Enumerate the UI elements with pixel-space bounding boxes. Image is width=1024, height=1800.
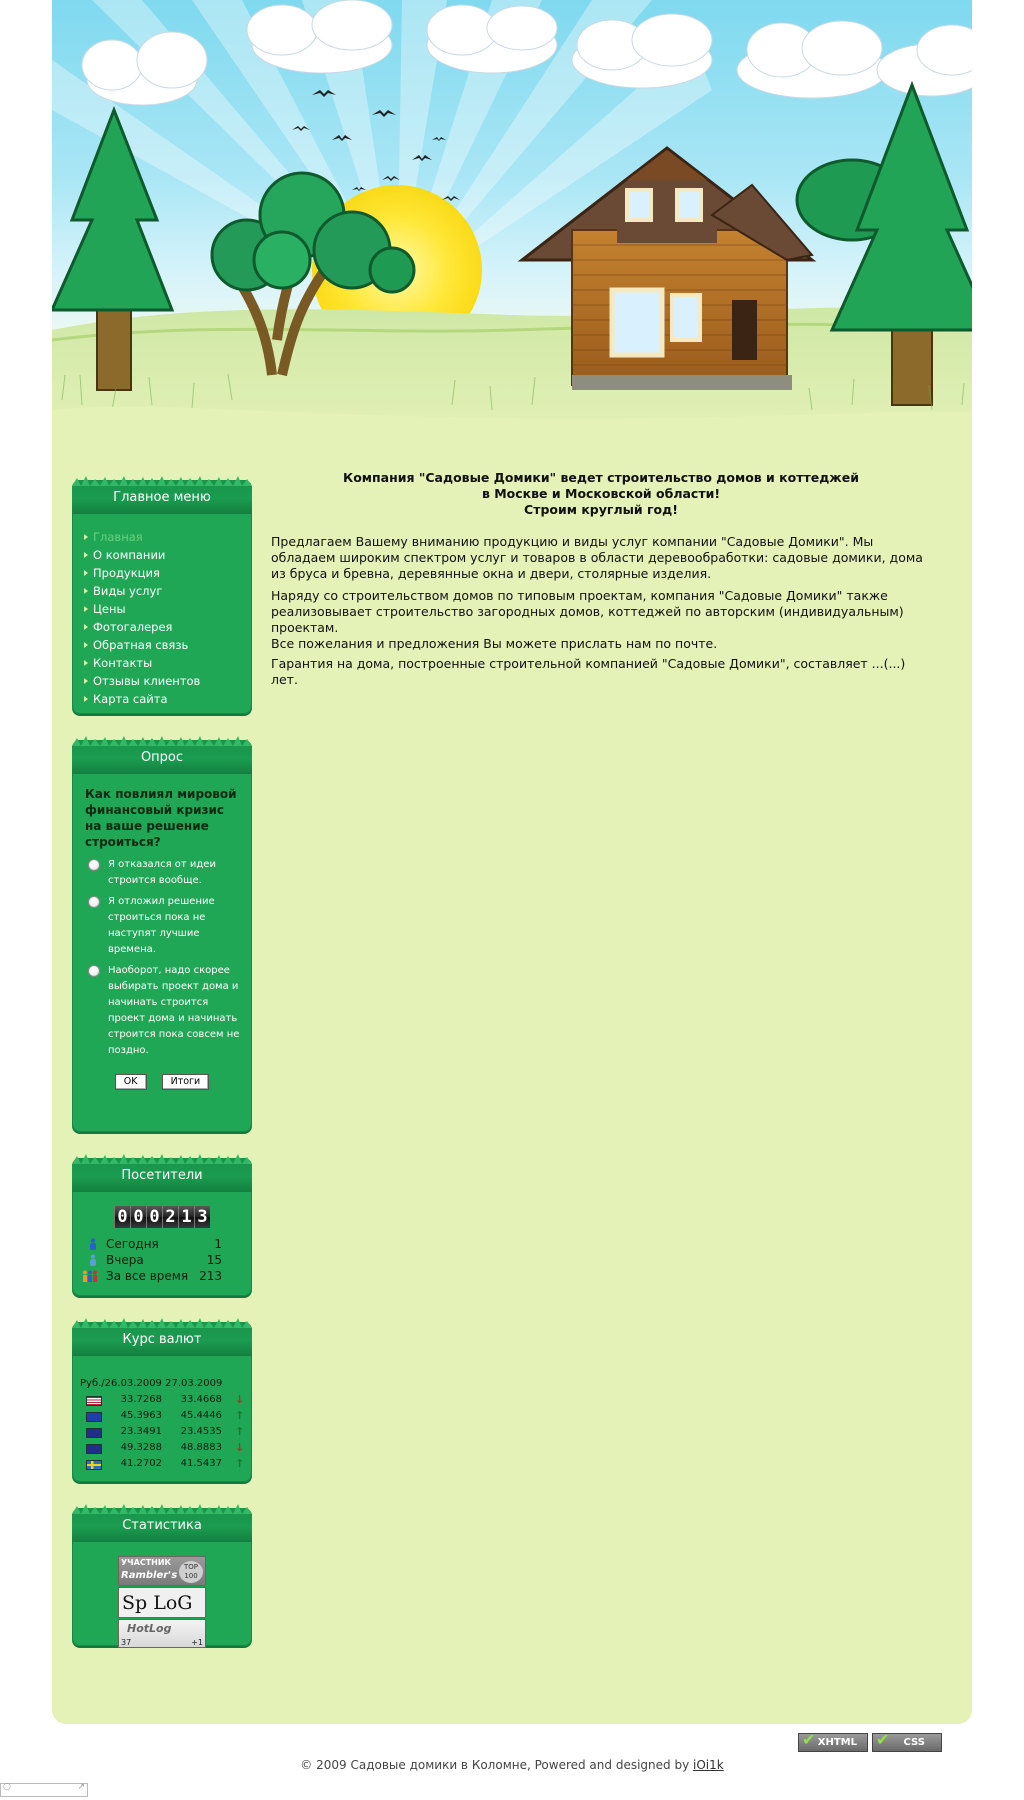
menu-item-sitemap[interactable]: Карта сайта xyxy=(84,690,252,708)
cloud-icon xyxy=(737,21,887,98)
radio-button[interactable] xyxy=(88,859,100,871)
poll-ok-button[interactable]: OK xyxy=(115,1074,147,1090)
menu-item-prices[interactable]: Цены xyxy=(84,600,252,618)
poll-title xyxy=(72,740,252,774)
group-icon xyxy=(82,1270,98,1282)
poll-block xyxy=(72,740,252,1132)
visitors-title xyxy=(72,1158,252,1192)
poll-option[interactable]: Наоборот, надо скорее выбирать проект дома и начинать строится проект дома и начинать строится пока совсем не поздно. xyxy=(72,963,252,1059)
counter-digit: 1 xyxy=(178,1206,194,1228)
rambler-top100-badge[interactable]: УЧАСТНИК Rambler's TOP 100 xyxy=(118,1556,206,1586)
paragraph-intro: Предлагаем Вашему вниманию продукцию и виды услуг компании "Садовые Домики". Мы обладаем широким спектром услуг и товаров в области деревообработки: садовые домики, дома из бруса и бревна, деревянные окна и двери, столярные изделия. xyxy=(271,534,923,581)
usa-flag-icon xyxy=(86,1396,102,1406)
menu-item-contacts[interactable]: Контакты xyxy=(84,654,252,672)
poll-results-button[interactable]: Итоги xyxy=(162,1074,210,1090)
rate-previous: 33.7268 xyxy=(120,1394,162,1405)
currency-header: Руб./26.03.2009 27.03.2009 xyxy=(80,1378,223,1389)
arrow-down-icon: ↓ xyxy=(235,1393,245,1406)
stat-counters xyxy=(72,1542,252,1663)
main-content xyxy=(271,470,931,692)
spylog-badge[interactable]: Sp LoG xyxy=(118,1587,206,1618)
counter-digit: 0 xyxy=(146,1206,162,1228)
rate-previous: 23.3491 xyxy=(120,1426,162,1437)
visitor-stats xyxy=(72,1228,252,1294)
currency-row xyxy=(80,1392,252,1408)
visitors-yesterday-row: Вчера 15 xyxy=(88,1252,252,1268)
poll-option[interactable]: Я отказался от идеи строится вообще. xyxy=(72,857,252,889)
person-icon xyxy=(88,1254,98,1266)
hotlog-badge[interactable]: HotLog 37 +1 xyxy=(118,1619,206,1648)
statistics-heading: Статистика xyxy=(122,1518,202,1533)
footer-copyright: © 2009 Садовые домики в Коломне, Powered and designed by iOi1k xyxy=(300,1758,724,1772)
visitors-today-row: Сегодня 1 xyxy=(88,1236,252,1252)
xhtml-valid-badge[interactable]: ✔ XHTML xyxy=(798,1733,868,1752)
menu-item-gallery[interactable]: Фотогалерея xyxy=(84,618,252,636)
paragraph-projects: Наряду со строительством домов по типовым проектам, компания "Садовые Домики" также реализовывает строительство загородных домов, коттеджей по авторским (индивидуальным) проектам. xyxy=(271,588,904,635)
rate-current: 45.4446 xyxy=(180,1410,222,1421)
main-menu-heading: Главное меню xyxy=(113,490,211,505)
currency-row xyxy=(80,1456,252,1472)
paragraph-contact: Все пожелания и предложения Вы можете прислать нам по почте. xyxy=(271,636,718,651)
grass-decoration xyxy=(72,1152,252,1164)
uk-flag-icon xyxy=(86,1444,102,1454)
eu-flag-icon xyxy=(86,1412,102,1422)
grass-decoration xyxy=(72,474,252,486)
cloud-icon xyxy=(247,0,392,73)
visitors-heading: Посетители xyxy=(121,1168,203,1183)
radio-button[interactable] xyxy=(88,896,100,908)
checkmark-icon: ✔ xyxy=(802,1730,816,1749)
rate-previous: 41.2702 xyxy=(120,1458,162,1469)
arrow-up-icon: ↑ xyxy=(235,1409,245,1422)
menu-item-home[interactable]: Главная xyxy=(84,528,252,546)
radio-button[interactable] xyxy=(88,965,100,977)
menu-item-about[interactable]: О компании xyxy=(84,546,252,564)
currency-row xyxy=(80,1424,252,1440)
rate-current: 41.5437 xyxy=(180,1458,222,1469)
main-menu-block xyxy=(72,480,252,714)
arrow-up-icon: ↑ xyxy=(235,1457,245,1470)
main-menu-title xyxy=(72,480,252,514)
header-banner xyxy=(52,0,972,440)
counter-widget[interactable] xyxy=(0,1783,88,1797)
menu-item-feedback[interactable]: Обратная связь xyxy=(84,636,252,654)
cloud-icon xyxy=(82,32,207,105)
poll-question: Как повлиял мировой финансовый кризис на ваше решение строиться? xyxy=(85,787,237,849)
corner-icon: ○ xyxy=(3,1782,11,1792)
poll-buttons xyxy=(72,1059,252,1104)
rate-current: 23.4535 xyxy=(180,1426,222,1437)
currency-row xyxy=(80,1408,252,1424)
australia-flag-icon xyxy=(86,1428,102,1438)
cloud-icon xyxy=(877,25,972,96)
currency-heading: Курс валют xyxy=(122,1332,202,1347)
poll-heading: Опрос xyxy=(140,750,184,765)
currency-title xyxy=(72,1322,252,1356)
arrow-down-icon: ↓ xyxy=(235,1441,245,1454)
menu-item-services[interactable]: Виды услуг xyxy=(84,582,252,600)
resize-arrow-icon: ↗ xyxy=(77,1782,85,1792)
statistics-title xyxy=(72,1508,252,1542)
counter-digit: 0 xyxy=(130,1206,146,1228)
visitors-total-row: За все время 213 xyxy=(88,1268,252,1284)
menu-item-products[interactable]: Продукция xyxy=(84,564,252,582)
arrow-up-icon: ↑ xyxy=(235,1425,245,1438)
grass-decoration xyxy=(72,734,252,746)
grass-decoration xyxy=(72,1316,252,1328)
grass-decoration xyxy=(72,1502,252,1514)
rate-current: 33.4668 xyxy=(180,1394,222,1405)
rate-previous: 49.3288 xyxy=(120,1442,162,1453)
poll-option[interactable]: Я отложил решение строиться пока не наступят лучшие времена. xyxy=(72,894,252,958)
counter-digit: 2 xyxy=(162,1206,178,1228)
visitor-counter xyxy=(72,1192,252,1228)
css-valid-badge[interactable]: ✔ CSS xyxy=(872,1733,942,1752)
rate-current: 48.8883 xyxy=(180,1442,222,1453)
counter-digit: 0 xyxy=(114,1206,130,1228)
sweden-flag-icon xyxy=(86,1460,102,1470)
main-menu-list xyxy=(72,514,252,718)
landscape-illustration xyxy=(52,0,972,440)
paragraph-warranty: Гарантия на дома, построенные строительной компанией "Садовые Домики", составляет ...(...) лет. xyxy=(271,656,906,687)
intro-heading: Компания "Садовые Домики" ведет строительство домов и коттеджей в Москве и Московской области! Строим круглый год! xyxy=(343,470,859,517)
cloud-icon xyxy=(572,14,712,88)
person-icon xyxy=(88,1238,98,1250)
counter-digit: 3 xyxy=(194,1206,210,1228)
currency-block xyxy=(72,1322,252,1482)
menu-item-reviews[interactable]: Отзывы клиентов xyxy=(84,672,252,690)
rate-previous: 45.3963 xyxy=(120,1410,162,1421)
author-link[interactable]: iOi1k xyxy=(692,1758,724,1772)
visitors-block xyxy=(72,1158,252,1296)
statistics-block xyxy=(72,1508,252,1646)
checkmark-icon: ✔ xyxy=(876,1730,890,1749)
currency-row xyxy=(80,1440,252,1456)
currency-table xyxy=(72,1356,252,1482)
